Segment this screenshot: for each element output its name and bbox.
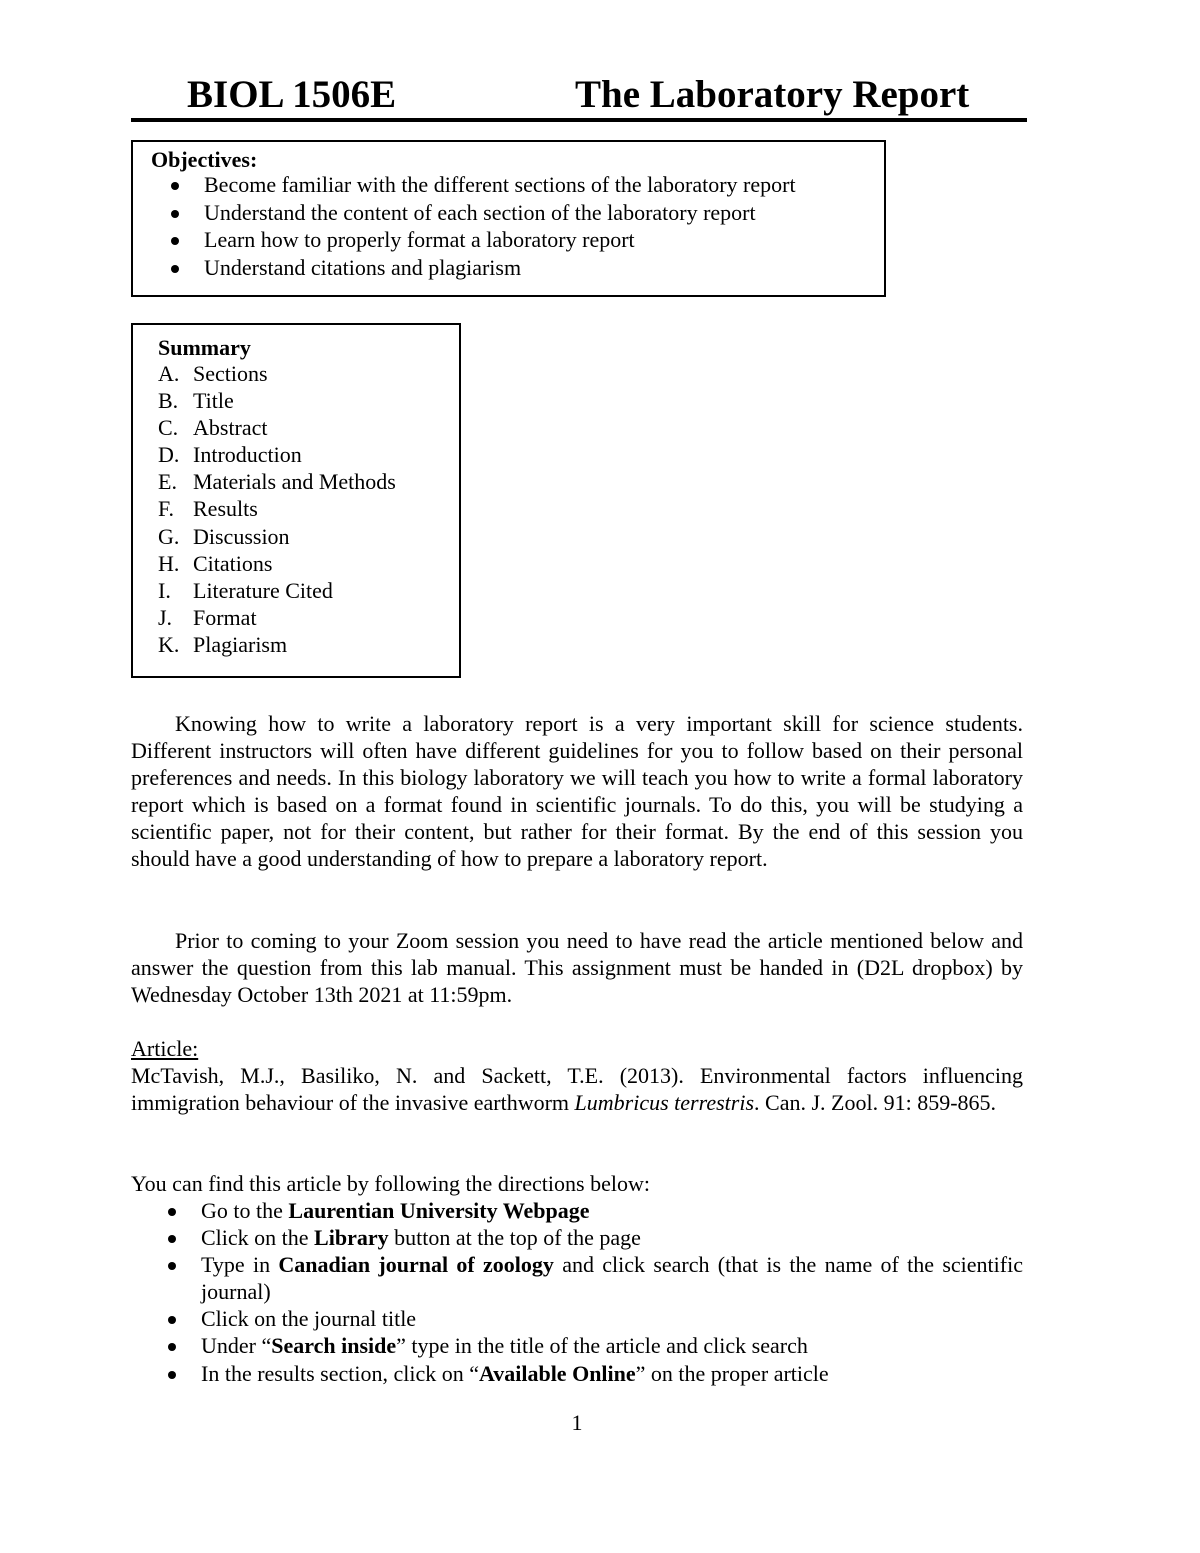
- summary-label: Plagiarism: [193, 631, 288, 657]
- objectives-heading: Objectives:: [151, 147, 258, 172]
- objective-text: Learn how to properly format a laboratory report: [204, 227, 635, 252]
- summary-item: [158, 360, 396, 387]
- course-code: BIOL 1506E: [187, 73, 397, 116]
- bullet-icon: [171, 265, 179, 273]
- summary-letter: I.: [158, 577, 171, 603]
- article-label: Article:: [131, 1036, 199, 1061]
- objective-text: Understand the content of each section of the laboratory report: [204, 199, 756, 225]
- summary-label: Abstract: [193, 415, 268, 441]
- bullet-icon: [171, 210, 179, 218]
- summary-item: [158, 550, 396, 577]
- summary-letter: H.: [158, 550, 180, 576]
- bullet-icon: [171, 237, 179, 245]
- objective-item: [169, 199, 796, 227]
- direction-text: In the results section, click on “: [201, 1360, 479, 1386]
- objectives-box: [131, 140, 886, 297]
- objectives-list: [169, 171, 796, 281]
- page-number: 1: [571, 1410, 583, 1435]
- summary-letter: E.: [158, 469, 177, 495]
- page-title: The Laboratory Report: [575, 73, 970, 116]
- direction-bold: Canadian journal of zoology: [278, 1252, 554, 1278]
- assignment-paragraph: Prior to coming to your Zoom session you need to have read the article mentioned below and answer the question from this lab manual. This assignment must be handed in (D2L dropbox) by Wednesday October 13th 2021 at 11:59pm.: [131, 928, 1023, 1008]
- summary-label: Discussion: [193, 523, 290, 549]
- direction-text-end: button at the top of the page: [388, 1225, 641, 1251]
- summary-item: [158, 414, 396, 441]
- direction-text: Under “: [201, 1333, 272, 1359]
- article-citation: [131, 1062, 1023, 1116]
- directions-intro: You can find this article by following the directions below:: [131, 1171, 650, 1196]
- direction-text: Go to the: [201, 1198, 289, 1223]
- direction-text: Click on the journal title: [201, 1306, 417, 1332]
- bullet-icon: [168, 1371, 176, 1379]
- objective-item: [169, 171, 796, 199]
- direction-bold: Library: [314, 1225, 389, 1251]
- summary-item: [158, 577, 396, 604]
- direction-item: [166, 1224, 1023, 1251]
- direction-item: [166, 1197, 1023, 1224]
- summary-label: Literature Cited: [193, 577, 333, 603]
- bullet-icon: [168, 1208, 176, 1216]
- bullet-icon: [168, 1262, 176, 1270]
- summary-label: Introduction: [193, 442, 302, 468]
- bullet-icon: [168, 1343, 176, 1351]
- summary-item: [158, 523, 396, 550]
- direction-item: [166, 1332, 1023, 1359]
- summary-letter: C.: [158, 415, 179, 441]
- direction-text: Click on the: [201, 1225, 315, 1251]
- summary-box: [131, 323, 461, 678]
- summary-label: Materials and Methods: [193, 469, 396, 495]
- summary-label: Format: [193, 604, 257, 630]
- direction-text: Type in: [201, 1252, 279, 1278]
- summary-letter: B.: [158, 388, 179, 414]
- summary-item: [158, 387, 396, 414]
- summary-item: [158, 441, 396, 468]
- objective-item: [169, 226, 796, 254]
- summary-item: [158, 631, 396, 658]
- summary-letter: K.: [158, 631, 180, 657]
- directions-list: [166, 1197, 1023, 1387]
- direction-text-end: ” type in the title of the article and click search: [396, 1333, 808, 1359]
- summary-label: Results: [193, 496, 258, 522]
- objective-text: Understand citations and plagiarism: [204, 254, 522, 280]
- directions-block: [166, 1197, 1023, 1387]
- direction-bold: Search inside: [271, 1333, 397, 1359]
- summary-letter: F.: [158, 496, 174, 522]
- intro-paragraph: Knowing how to write a laboratory report is a very important skill for science students. Different instructors will often have different guidelines for you to follow based on their personal preferences and needs. In this biology laboratory we will teach you how to write a formal laboratory report which is based on a format found in scientific journals. To do this, you will be studying a scientific paper, not for their content, but rather for their format. By the end of this session you should have a good understanding of how to prepare a laboratory report.: [131, 711, 1023, 872]
- bullet-icon: [171, 182, 179, 190]
- direction-item: [166, 1305, 1023, 1332]
- summary-item: [158, 468, 396, 495]
- summary-item: [158, 495, 396, 522]
- summary-letter: D.: [158, 442, 180, 468]
- direction-bold: Available Online: [478, 1360, 636, 1386]
- bullet-icon: [168, 1235, 176, 1243]
- direction-item: [166, 1360, 1023, 1387]
- bullet-icon: [168, 1316, 176, 1324]
- summary-heading: Summary: [158, 335, 251, 360]
- summary-letter: G.: [158, 523, 180, 549]
- direction-bold: Laurentian University Webpage: [288, 1198, 590, 1223]
- summary-label: Title: [193, 388, 234, 414]
- summary-list: [158, 360, 396, 658]
- direction-item: [166, 1251, 1023, 1305]
- species-name: Lumbricus terrestris: [574, 1090, 755, 1116]
- summary-letter: J.: [158, 604, 173, 630]
- direction-text-end: ” on the proper article: [635, 1360, 829, 1386]
- citation-text: McTavish, M.J., Basiliko, N. and Sackett, T.E. (2013). Environmental factors influencing immigration behaviour of the invasive earthworm: [131, 1063, 1023, 1116]
- summary-item: [158, 604, 396, 631]
- citation-text-end: . Can. J. Zool. 91: 859-865.: [754, 1090, 997, 1116]
- summary-letter: A.: [158, 361, 180, 386]
- direction-text-end: and click search (that is the name of the scientific journal): [201, 1252, 1023, 1305]
- objective-text: Become familiar with the different sections of the laboratory report: [204, 172, 796, 197]
- summary-label: Sections: [193, 361, 268, 386]
- summary-label: Citations: [193, 550, 273, 576]
- objective-item: [169, 254, 796, 282]
- page-header: [131, 72, 1027, 122]
